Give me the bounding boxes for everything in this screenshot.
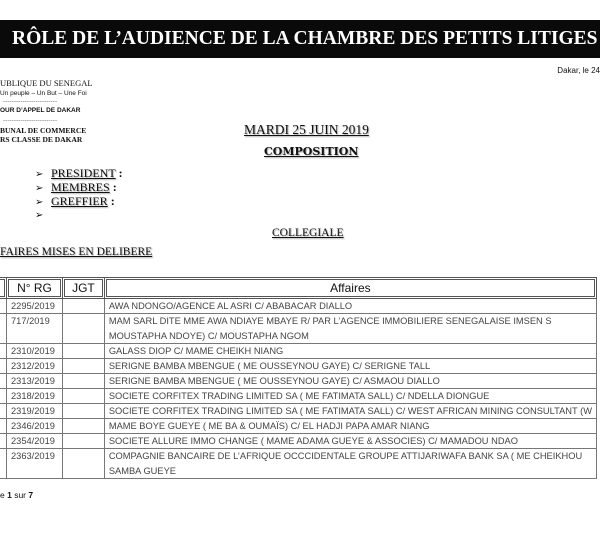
table-row — [0, 449, 597, 479]
cell-rg: 2295/2019 — [7, 299, 63, 314]
cell-affaire: MAME BOYE GUEYE ( ME BA & OUMAÏS) C/ EL HADJI PAPA AMAR NIANG — [104, 419, 596, 434]
hearing-date: MARDI 25 JUIN 2019 — [244, 122, 369, 137]
cell-rg: 2318/2019 — [7, 389, 63, 404]
member-empty — [35, 207, 51, 222]
cell-jgt — [62, 299, 104, 314]
table-row — [0, 419, 597, 434]
court-name: OUR D’APPEL DE DAKAR — [0, 107, 81, 114]
member-membres: ➢ MEMBRES : — [35, 180, 117, 194]
collegiale-heading: COLLEGIALE — [272, 227, 344, 239]
composition-heading: COMPOSITION — [264, 145, 359, 158]
cell-rg: 2363/2019 — [7, 449, 63, 479]
arrow-bullet-icon: ➢ — [35, 197, 44, 208]
cell-jgt — [62, 344, 104, 359]
cell-affaire: SOCIETE ALLURE IMMO CHANGE ( MAME ADAMA GUEYE & ASSOCIES) C/ MAMADOU NDAO — [104, 434, 596, 449]
table-row — [0, 404, 597, 419]
republic: UBLIQUE DU SENEGAL — [0, 78, 93, 88]
arrow-bullet-icon: ➢ — [35, 169, 44, 180]
cell-rg: 717/2019 — [7, 314, 63, 344]
cell-affaire: SERIGNE BAMBA MBENGUE ( ME OUSSEYNOU GAYE) C/ SERIGNE TALL — [104, 359, 596, 374]
col-affaires: Affaires — [104, 278, 596, 299]
cell-affaire: SERIGNE BAMBA MBENGUE ( ME OUSSEYNOU GAYE) C/ ASMAOU DIALLO — [104, 374, 596, 389]
motto: Un peuple – Un But – Une Foi — [0, 90, 87, 97]
cell-jgt — [62, 314, 104, 344]
cell-affaire: AWA NDONGO/AGENCE AL ASRI C/ ABABACAR DIALLO — [104, 299, 596, 314]
table-row — [0, 389, 597, 404]
cell-affaire: GALASS DIOP C/ MAME CHEIKH NIANG — [104, 344, 596, 359]
cell-rg: 2310/2019 — [7, 344, 63, 359]
table-row — [0, 359, 597, 374]
cell-affaire: MAM SARL DITE MME AWA NDIAYE MBAYE R/ PAR L’AGENCE IMMOBILIERE SENEGALAISE IMSEN S MOUSTAPHA NDOYE) C/ MOUSTAPHA NGOM — [104, 314, 596, 344]
table-row — [0, 299, 597, 314]
page-banner-title: RÔLE DE L’AUDIENCE DE LA CHAMBRE DES PETITS LITIGES — [0, 20, 600, 58]
place-date: Dakar, le 24 — [557, 66, 600, 75]
cell-rg: 2354/2019 — [7, 434, 63, 449]
member-greffier: ➢ GREFFIER : — [35, 194, 115, 208]
cell-rg: 2312/2019 — [7, 359, 63, 374]
cases-table — [0, 277, 597, 479]
cell-jgt — [62, 404, 104, 419]
col-jgt: JGT — [62, 278, 104, 299]
cell-jgt — [62, 389, 104, 404]
tribunal-line2: RS CLASSE DE DAKAR — [0, 135, 83, 144]
cell-jgt — [62, 449, 104, 479]
table-row — [0, 434, 597, 449]
cell-rg: 2319/2019 — [7, 404, 63, 419]
cell-jgt — [62, 434, 104, 449]
table-header — [0, 278, 597, 299]
arrow-bullet-icon: ➢ — [35, 183, 44, 194]
table-row — [0, 344, 597, 359]
cell-rg: 2346/2019 — [7, 419, 63, 434]
table-row — [0, 314, 597, 344]
cell-affaire: COMPAGNIE BANCAIRE DE L’AFRIQUE OCCCIDENTALE GROUPE ATTIJARIWAFA BANK SA ( ME CHEIKHOU SAMBA GUEYE — [104, 449, 596, 479]
page-footer: e 1 sur 7 — [0, 490, 34, 500]
cell-rg: 2313/2019 — [7, 374, 63, 389]
arrow-bullet-icon: ➢ — [35, 210, 44, 221]
cell-jgt — [62, 419, 104, 434]
cell-jgt — [62, 374, 104, 389]
cell-jgt — [62, 359, 104, 374]
tribunal-line1: BUNAL DE COMMERCE — [0, 126, 87, 135]
divider: ------------------------- — [3, 98, 58, 105]
divider: ------------------------- — [3, 117, 58, 124]
member-president: ➢ PRESIDENT : — [35, 166, 123, 180]
cell-affaire: SOCIETE CORFITEX TRADING LIMITED SA ( ME FATIMATA SALL) C/ WEST AFRICAN MINING CONSULTANT (W — [104, 404, 596, 419]
col-rg: N° RG — [7, 278, 63, 299]
cell-affaire: SOCIETE CORFITEX TRADING LIMITED SA ( ME FATIMATA SALL) C/ NDELLA DIONGUE — [104, 389, 596, 404]
section-heading: FAIRES MISES EN DELIBERE — [0, 246, 153, 258]
table-row — [0, 374, 597, 389]
